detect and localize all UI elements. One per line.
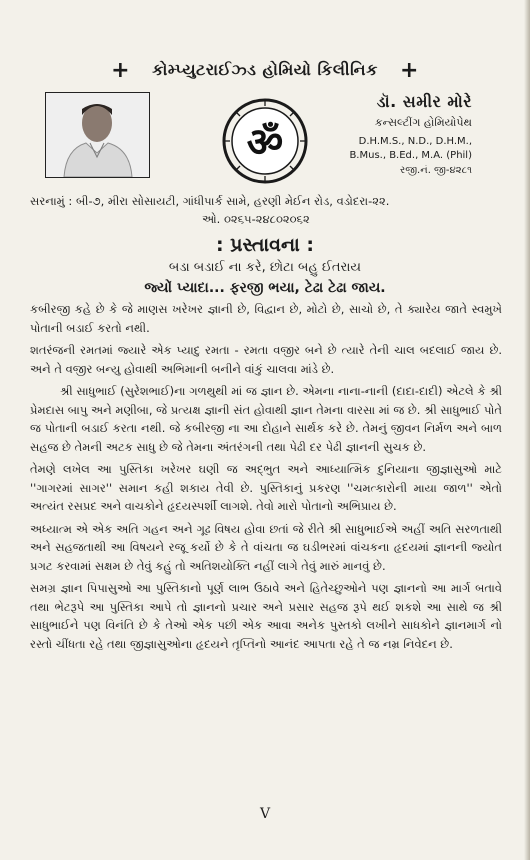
doctor-info [282, 92, 472, 176]
paragraph: અધ્યાત્મ એ એક અતિ ગહન અને ગૂઢ વિષય હોવા છતાં જે રીતે શ્રી સાધુભાઈએ અહીં અતિ સરળતાથી અને સહજતાથી આ વિષયને રજૂ કર્યો છે કે તે વાંચતા જ ઘડીભરમાં વાંચકના હૃદયમાં જ્ઞાનની જ્યોત પ્રગટ કરવામાં સક્ષમ છે તેવું કહું તો અતિશયોક્તિ નહીં લાગે તેવું મારું માનવું છે. [30, 521, 502, 573]
paragraph: તેમણે લખેલ આ પુસ્તિકા ખરેખર ઘણી જ અદ્ભુત અને આધ્યાત્મિક દુનિયાના જીજ્ઞાસુઓ માટે ''ગાગરમાં સાગર'' સમાન કહી શકાય તેવી છે. પુસ્તિકાનું પ્રકરણ ''ચમત્કારોની માયા જાળ'' એતો અત્યંત રસપ્રદ અને વાચકોને હૃદયસ્પર્શી લાગશે. તેવો મારો પોતાનો અભિપ્રાય છે. [30, 462, 502, 513]
doctor-photo [45, 92, 150, 178]
degrees-line-2: B.Mus., B.Ed., M.A. (Phil) [349, 150, 472, 161]
preface-body [30, 300, 502, 657]
doctor-degrees [282, 135, 472, 163]
doctor-name: ડૉ. સમીર મોરે [376, 92, 472, 111]
portrait-image [46, 93, 149, 177]
plus-icon: + [111, 58, 131, 83]
clinic-address [30, 192, 500, 228]
registration-number: રજી.નં. જી-૪૨૮૧ [400, 165, 472, 176]
paragraph: કબીરજી કહે છે કે જે માણસ ખરેખર જ્ઞાની છે, વિદ્વાન છે, મોટો છે, સાચો છે, તે ક્યારેય જાતે સ્વમુખે પોતાની બડાઈ કરતો નથી. [30, 302, 502, 335]
page-number: V [259, 806, 271, 822]
address-line: સરનામું : બી-૭, મીરા સોસાયટી, ગાંધીપાર્ક સામે, હરણી મેઈન રોડ, વડોદરા-૨૨. [30, 194, 390, 208]
clinic-title: કોમ્પ્યુટરાઈઝ્ડ હોમિયો કિલીનિક [152, 60, 378, 79]
degrees-line-1: D.H.M.S., N.D., D.H.M., [358, 136, 472, 147]
clinic-header [0, 58, 530, 83]
paragraph: શ્રી સાધુભાઈ (સુરેશભાઈ)ના ગળથુથી માં જ જ્ઞાન છે. એમના નાના-નાની (દાદા-દાદી) એટલે કે શ્રી પ્રેમદાસ બાપુ અને મણીબા, જે પ્રત્યક્ષ જ્ઞાની સંત હોવાથી જ્ઞાન તેમના વારસા માં જ છે. શ્રી સાધુભાઈ પોતે જ પોતાની બડાઈ કરતા નથી. જે કબીરજી ના આ દોહાને સાર્થક કરે છે. તેમનું જીવન નિર્મળ અને બાળ સહજ છે તેમની અટક સાધુ છે જે તેમના અંતરંગની તથા પેઢી દર પેઢી જ્ઞાનની સુચક છે. [30, 384, 502, 454]
plus-icon: + [399, 58, 419, 83]
couplet-line-2: જ્યોં પ્યાદા... ફરજી ભયા, ટેઢા ટેઢા જાય. [144, 280, 386, 296]
paragraph: શતરંજની રમતમાં જ્યારે એક પ્યાદુ રમતા - રમતા વજીર બને છે ત્યારે તેની ચાલ બદલાઈ જાય છે. અને તે વજીર બન્યુ હોવાથી અભિમાની બનીને વાંકું ચાલવા માંડે છે. [30, 343, 502, 376]
page-edge-shadow [524, 0, 530, 860]
couplet-line-1: બડા બડાઈ ના કરે, છોટા બહુ ઈતરાય [168, 260, 362, 275]
paragraph: સમગ્ર જ્ઞાન પિપાસુઓ આ પુસ્તિકાનો પૂર્ણ લાભ ઉઠાવે અને હિતેચ્છુઓને પણ જ્ઞાનનો આ માર્ગ બતાવે તથા ભેટરૂપે આ પુસ્તિકા આપે તો જ્ઞાનનો પ્રચાર અને પ્રસાર સહજ રૂપે થઈ શકશે આ સાથે જ શ્રી સાધુભાઈને પણ વિનંતિ છે કે તેઓ એક પછી એક આવા અનેક પુસ્તકો લખીને સાધકોને જ્ઞાનમાર્ગ નો રસ્તો ચીંધતા રહે તથા જીજ્ઞાસુઓના હૃદયને તૃપ્તિનો આનંદ આપતા રહે તે જ નમ્ર નિવેદન છે. [30, 581, 502, 651]
svg-text:ॐ: ॐ [246, 120, 284, 166]
phone-number: ઓ. ૦૨૬૫-૨૪૮૦૨૦૬૨ [202, 212, 310, 226]
doctor-role: કન્સલ્ટીંગ હોમિયોપેથ [374, 116, 472, 129]
couplet [0, 258, 530, 298]
preface-title: : પ્રસ્તાવના : [215, 234, 315, 256]
